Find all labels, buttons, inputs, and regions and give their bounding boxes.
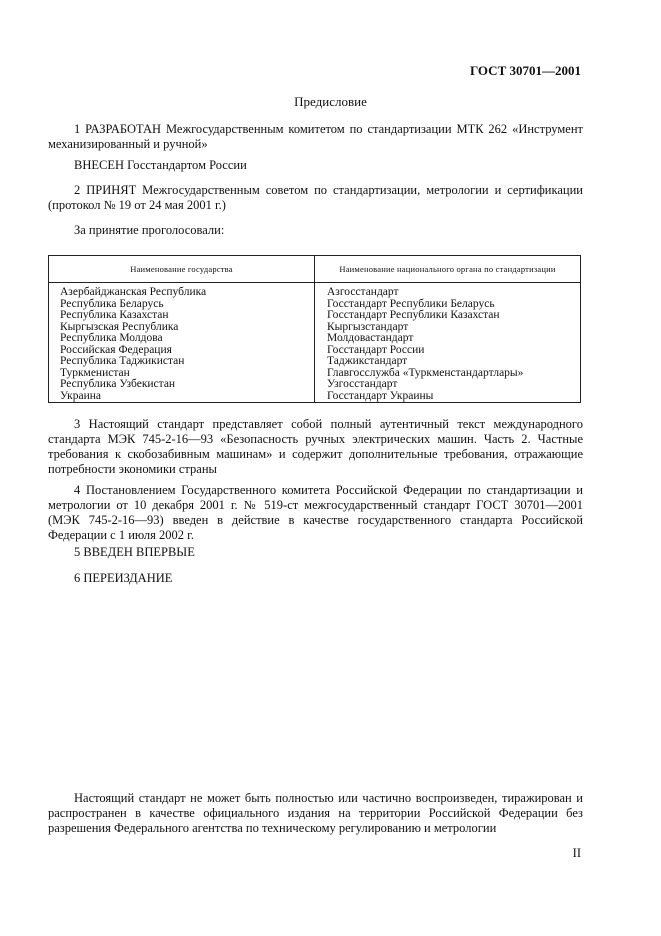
paragraph-introduced: ВНЕСЕН Госстандартом России: [74, 158, 247, 172]
table-cell-body: Госстандарт Республики Казахстан: [327, 309, 500, 321]
document-code: ГОСТ 30701—2001: [469, 63, 581, 78]
table-cell-body: Главгосслужба «Туркменстандартлары»: [327, 366, 524, 379]
paragraph-resolution: 4 Постановлением Государственного комитета Российской Федерации по стандартизации и метрологии от 10 декабря 2001 г. № 519-ст межгосударственный стандарт ГОСТ 30701—2001 (МЭК 745-2-16—93) введен в действие в качестве государственного стандарта Российской Федерации с 1 июля 2002 г.: [48, 483, 583, 542]
standards-body-list: [327, 287, 523, 402]
page-number: II: [572, 846, 581, 860]
paragraph-copyright: Настоящий стандарт не может быть полностью или частично воспроизведен, тиражирован и распространен в качестве официального издания на территории Российской Федерации без разрешения Федерального агентства по техническому регулированию и метрологии: [48, 791, 583, 835]
table-cell-country: Украина: [60, 389, 101, 402]
paragraph-developed: 1 РАЗРАБОТАН Межгосударственным комитетом по стандартизации МТК 262 «Инструмент механизированный и ручной»: [48, 122, 583, 151]
paragraph-adopted: 2 ПРИНЯТ Межгосударственным советом по стандартизации, метрологии и сертификации (протокол № 19 от 24 мая 2001 г.): [48, 183, 583, 212]
paragraph-first-introduced: 5 ВВЕДЕН ВПЕРВЫЕ: [74, 545, 195, 559]
paragraph-authentic-text: 3 Настоящий стандарт представляет собой полный аутентичный текст международного стандарта МЭК 745-2-16—93 «Безопасность ручных электрических машин. Часть 2. Частные требования к скобозабивным машинам» и содержит дополнительные требования, отражающие потребности экономики страны: [48, 417, 583, 476]
country-list: [60, 287, 206, 402]
table-cell-body: Госстандарт Республики Беларусь: [327, 297, 495, 310]
table-cell-country: Азербайджанская Республика: [60, 286, 207, 298]
table-cell-country: Туркменистан: [60, 366, 130, 379]
table-cell-body: Госстандарт Украины: [327, 389, 434, 402]
paragraph-reissue: 6 ПЕРЕИЗДАНИЕ: [74, 571, 173, 585]
table-cell-country: Республика Узбекистан: [60, 378, 176, 390]
table-cell-body: Молдовастандарт: [327, 332, 414, 344]
table-cell-body: Таджикстандарт: [327, 355, 408, 367]
table-column-divider: [314, 256, 315, 402]
table-cell-country: Кыргызская Республика: [60, 320, 179, 333]
table-cell-country: Республика Казахстан: [60, 309, 169, 321]
table-header-body: Наименование национального органа по стандартизации: [339, 264, 556, 274]
page-title: Предисловие: [294, 94, 367, 109]
table-cell-country: Республика Беларусь: [60, 297, 164, 310]
table-cell-body: Кыргызстандарт: [327, 320, 409, 333]
table-cell-country: Республика Таджикистан: [60, 355, 185, 367]
table-header-country: Наименование государства: [130, 264, 233, 274]
voting-table: [48, 255, 581, 403]
table-cell-body: Азгосстандарт: [327, 286, 399, 298]
table-cell-body: Госстандарт России: [327, 343, 425, 356]
table-cell-country: Российская Федерация: [60, 343, 172, 356]
paragraph-voted: За принятие проголосовали:: [74, 223, 225, 237]
table-cell-country: Республика Молдова: [60, 332, 163, 344]
table-cell-body: Узгосстандарт: [327, 378, 398, 390]
